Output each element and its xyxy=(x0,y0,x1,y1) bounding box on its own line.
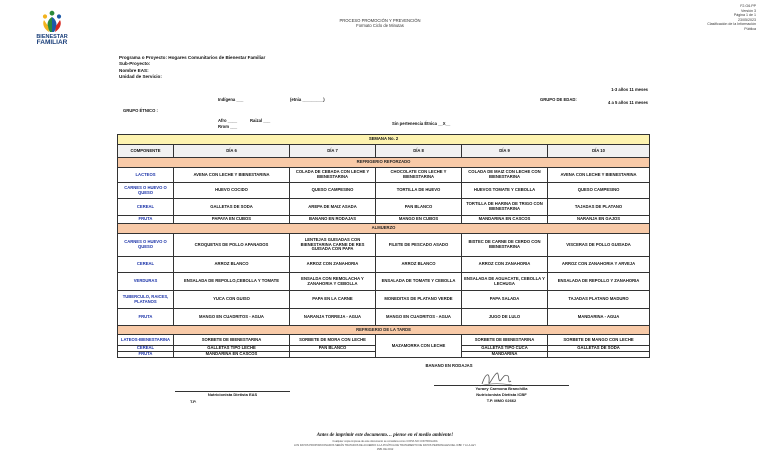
menu-cell: TAJADAS DE PLATANO xyxy=(548,199,650,216)
menu-cell: QUESO CAMPESINO xyxy=(548,183,650,199)
menu-cell: ARROZ CON ZANAHORIA xyxy=(462,257,548,273)
meta-classification: Clasificación de la Información xyxy=(707,22,756,26)
format-title: Formato Ciclo de Minutas xyxy=(356,23,404,28)
section-title: REFRIGERIO DE LA TARDE xyxy=(118,326,650,335)
menu-cell: ENSALDA CON REMOLACHA Y ZANAHORIA Y CEBOLLA xyxy=(290,273,376,291)
program-name: Programa o Proyecto: Hogares Comunitarios de Bienestar Familiar xyxy=(119,55,266,60)
menu-cell: SORBETE DE MORA CON LECHE xyxy=(290,335,376,346)
menu-cell: ARROZ BLANCO xyxy=(376,257,462,273)
menu-cell: MANGO EN CUADRITOS - AGUA xyxy=(174,309,290,326)
row-label: FRUTA xyxy=(118,216,174,224)
menu-table xyxy=(117,134,650,358)
menu-cell: MAZAMORRA CON LECHE xyxy=(376,335,462,358)
menu-cell: PAPAYA EN CUBOS xyxy=(174,216,290,224)
row-label: CARNES O HUEVO O QUESO xyxy=(118,183,174,199)
menu-cell: PAN BLANCO xyxy=(376,199,462,216)
menu-cell: ARROZ BLANCO xyxy=(174,257,290,273)
row-label: FRUTA xyxy=(118,352,174,358)
menu-cell: AVENA CON LECHE Y BIENESTARINA xyxy=(548,168,650,183)
menu-cell: MONEDITAS DE PLATANO VERDE xyxy=(376,291,462,309)
menu-cell: ARROZ CON ZANAHORIA xyxy=(290,257,376,273)
afternoon-day8-fruit: BANANO EN RODAJAS xyxy=(425,363,473,368)
row-label: TUBERCULO, RAICES, PLATANOS xyxy=(118,291,174,309)
row-label: CEREAL xyxy=(118,257,174,273)
menu-cell: HUEVOS TOMATE Y CEBOLLA xyxy=(462,183,548,199)
menu-cell: CROQUETAS DE POLLO APANADOS xyxy=(174,234,290,257)
menu-cell: PAPA EN LA CARNE xyxy=(290,291,376,309)
menu-cell: TORTILLA DE HUEVO xyxy=(376,183,462,199)
menu-cell: PAN BLANCO xyxy=(290,346,376,352)
column-header: COMPONENTE xyxy=(118,145,174,158)
ethnic-indigena: Indígena ___ xyxy=(218,97,244,102)
menu-cell: JUGO DE LULO xyxy=(462,309,548,326)
row-label: VERDURAS xyxy=(118,273,174,291)
subproject: Sub-Proyecto: xyxy=(119,61,151,67)
menu-cell: BISTEC DE CARNE DE CERDO CON BIENESTARINA xyxy=(462,234,548,257)
page-footer xyxy=(240,433,530,451)
menu-cell: YUCA CON GUISO xyxy=(174,291,290,309)
signature-icbf-tp: T.P. MMO 02662 xyxy=(486,398,517,403)
section-title: ALMUERZO xyxy=(118,224,650,234)
menu-cell: AREPA DE MAIZ ASADA xyxy=(290,199,376,216)
age-group-1: 1-3 años 11 meses xyxy=(611,87,648,92)
process-title: PROCESO PROMOCIÓN Y PREVENCIÓN xyxy=(339,18,421,23)
menu-cell: MANDARINA EN CASCOS xyxy=(462,216,548,224)
row-label: LATEOS-BIENESTARINA xyxy=(118,335,174,346)
logo-line2: FAMILIAR xyxy=(36,39,68,46)
document-meta xyxy=(636,4,756,31)
menu-cell: GALLETAS TIPO CUCA xyxy=(462,346,548,352)
column-header: DÍA 7 xyxy=(290,145,376,158)
menu-cell: HUEVO COCIDO xyxy=(174,183,290,199)
menu-cell: SORBETE DE BIENESTARINA xyxy=(462,335,548,346)
menu-cell: AVENA CON LECHE Y BIENESTARINA xyxy=(174,168,290,183)
ethnic-afro: Afro ____ xyxy=(218,118,238,123)
menu-cell: TAJADAS PLATANO MADURO xyxy=(548,291,650,309)
age-group-2: 4 a 5 años 11 meses xyxy=(607,100,648,105)
menu-cell: ENSALADA DE REPOLLO Y ZANAHORIA xyxy=(548,273,650,291)
service-unit: Unidad de Servicio: xyxy=(119,74,162,80)
menu-cell: SORBETE DE MANGO CON LECHE xyxy=(548,335,650,346)
menu-cell: LENTEJAS GUISADAS CON BIENESTARINA CARNE DE RES GUISADA CON PAPA xyxy=(290,234,376,257)
ethnic-none: Sin pertenencia Étnica __X__ xyxy=(392,121,451,126)
row-label: FRUTA xyxy=(118,309,174,326)
menu-cell: MANDARINA - AGUA xyxy=(548,309,650,326)
row-label: CEREAL xyxy=(118,346,174,352)
signature-eas-tp: T.P. xyxy=(190,399,197,404)
column-header: DÍA 6 xyxy=(174,145,290,158)
eas-name: Nombre EAS: xyxy=(119,67,149,73)
meta-public: Pública xyxy=(744,26,756,31)
week-title: SEMANA No. 2 xyxy=(118,135,650,145)
ethnic-etnia: (etnia _________) xyxy=(290,97,325,102)
menu-cell: BANANO EN RODAJAS xyxy=(290,216,376,224)
program-info xyxy=(119,55,265,81)
menu-cell: MANDARINA xyxy=(462,352,548,358)
footer-law: 1581 DE 2012 xyxy=(376,448,394,451)
icbf-logo xyxy=(30,10,74,46)
column-header: DÍA 8 xyxy=(376,145,462,158)
column-header: DÍA 10 xyxy=(548,145,650,158)
footer-data-policy: LOS DATOS PROPORCIONADOS SERÁN TRATADOS DE ACUERDO A LA POLÍTICA DE TRATAMIENTO DE DATOS PERSONALES DEL ICBF Y A LA LEY xyxy=(293,444,477,447)
menu-cell: ARROZ CON ZANAHORIA Y ARVEJA xyxy=(548,257,650,273)
meta-version: Versión 3 xyxy=(741,8,756,13)
menu-cell: VISCERAS DE POLLO GUISADA xyxy=(548,234,650,257)
menu-cell: NARANJA EN GAJOS xyxy=(548,216,650,224)
menu-cell: ENSALADA DE AGUACATE, CEBOLLA Y LECHUGA xyxy=(462,273,548,291)
menu-cell: CHOCOLATE CON LECHE Y BIENESTARINA xyxy=(376,168,462,183)
menu-cell: TORTILLA DE HARINA DE TRIGO CON BIENESTARINA xyxy=(462,199,548,216)
menu-cell xyxy=(290,352,376,358)
row-label: LACTEOS xyxy=(118,168,174,183)
menu-cell: SORBETE DE BIENESTARINA xyxy=(174,335,290,346)
ethnic-group-label: GRUPO ÉTNICO : xyxy=(123,108,158,113)
signature-icbf-name: Yuraey Carmona Branchilla xyxy=(475,386,528,391)
signature-icbf-role: Nutricionista Dietista ICBF xyxy=(476,392,527,397)
age-group-label: GRUPO DE EDAD: xyxy=(540,97,577,102)
meta-page: Página 1 de 1 xyxy=(733,13,756,17)
meta-date: 23/05/2023 xyxy=(738,17,756,22)
environment-quote: Antes de imprimir este documento… piense en el medio ambiente! xyxy=(316,433,454,438)
meta-code: F2.G6.PP xyxy=(740,4,756,8)
menu-cell xyxy=(548,352,650,358)
row-label: CEREAL xyxy=(118,199,174,216)
footer-copy-notice: Cualquier copia impresa de este documento se considera como COPIA NO CONTROLADA xyxy=(332,440,438,443)
ethnic-raizal: Raizal ___ xyxy=(250,118,271,123)
signature-eas-role: Nutricionista Dietista EAS xyxy=(207,392,258,397)
menu-cell: COLADA DE CEBADA CON LECHE Y BIENESTARINA xyxy=(290,168,376,183)
menu-cell: ENSALADA DE REPOLLO,CEBOLLA Y TOMATE xyxy=(174,273,290,291)
row-label: CARNES O HUEVO O QUESO xyxy=(118,234,174,257)
menu-cell: QUESO CAMPESINO xyxy=(290,183,376,199)
menu-cell: NARANJA TORREJA - AGUA xyxy=(290,309,376,326)
menu-cell: ENSALADA DE TOMATE Y CEBOLLA xyxy=(376,273,462,291)
menu-cell: GALLETAS TIPO LECHE xyxy=(174,346,290,352)
menu-cell: GALLETAS DE SODA xyxy=(174,199,290,216)
menu-cell: MANGO EN CUADRITOS - AGUA xyxy=(376,309,462,326)
menu-cell: MANGO EN CUBOS xyxy=(376,216,462,224)
menu-cell: MANDARINA EN CASCOS xyxy=(174,352,290,358)
bienestar-familiar-emblem-icon xyxy=(39,10,65,34)
section-title: REFRIGERIO REFORZADO xyxy=(118,158,650,168)
menu-cell: GALLETAS DE SODA xyxy=(548,346,650,352)
document-header xyxy=(300,18,460,28)
column-header: DÍA 9 xyxy=(462,145,548,158)
menu-cell: FILETE DE PESCADO ASADO xyxy=(376,234,462,257)
menu-cell: COLADA DE MAIZ CON LECHE CON BIENESTARINA xyxy=(462,168,548,183)
menu-cell: PAPA SALADA xyxy=(462,291,548,309)
logo-line1: BIENESTAR xyxy=(36,34,68,40)
ethnic-rrom: Rrom ___ xyxy=(218,124,238,129)
